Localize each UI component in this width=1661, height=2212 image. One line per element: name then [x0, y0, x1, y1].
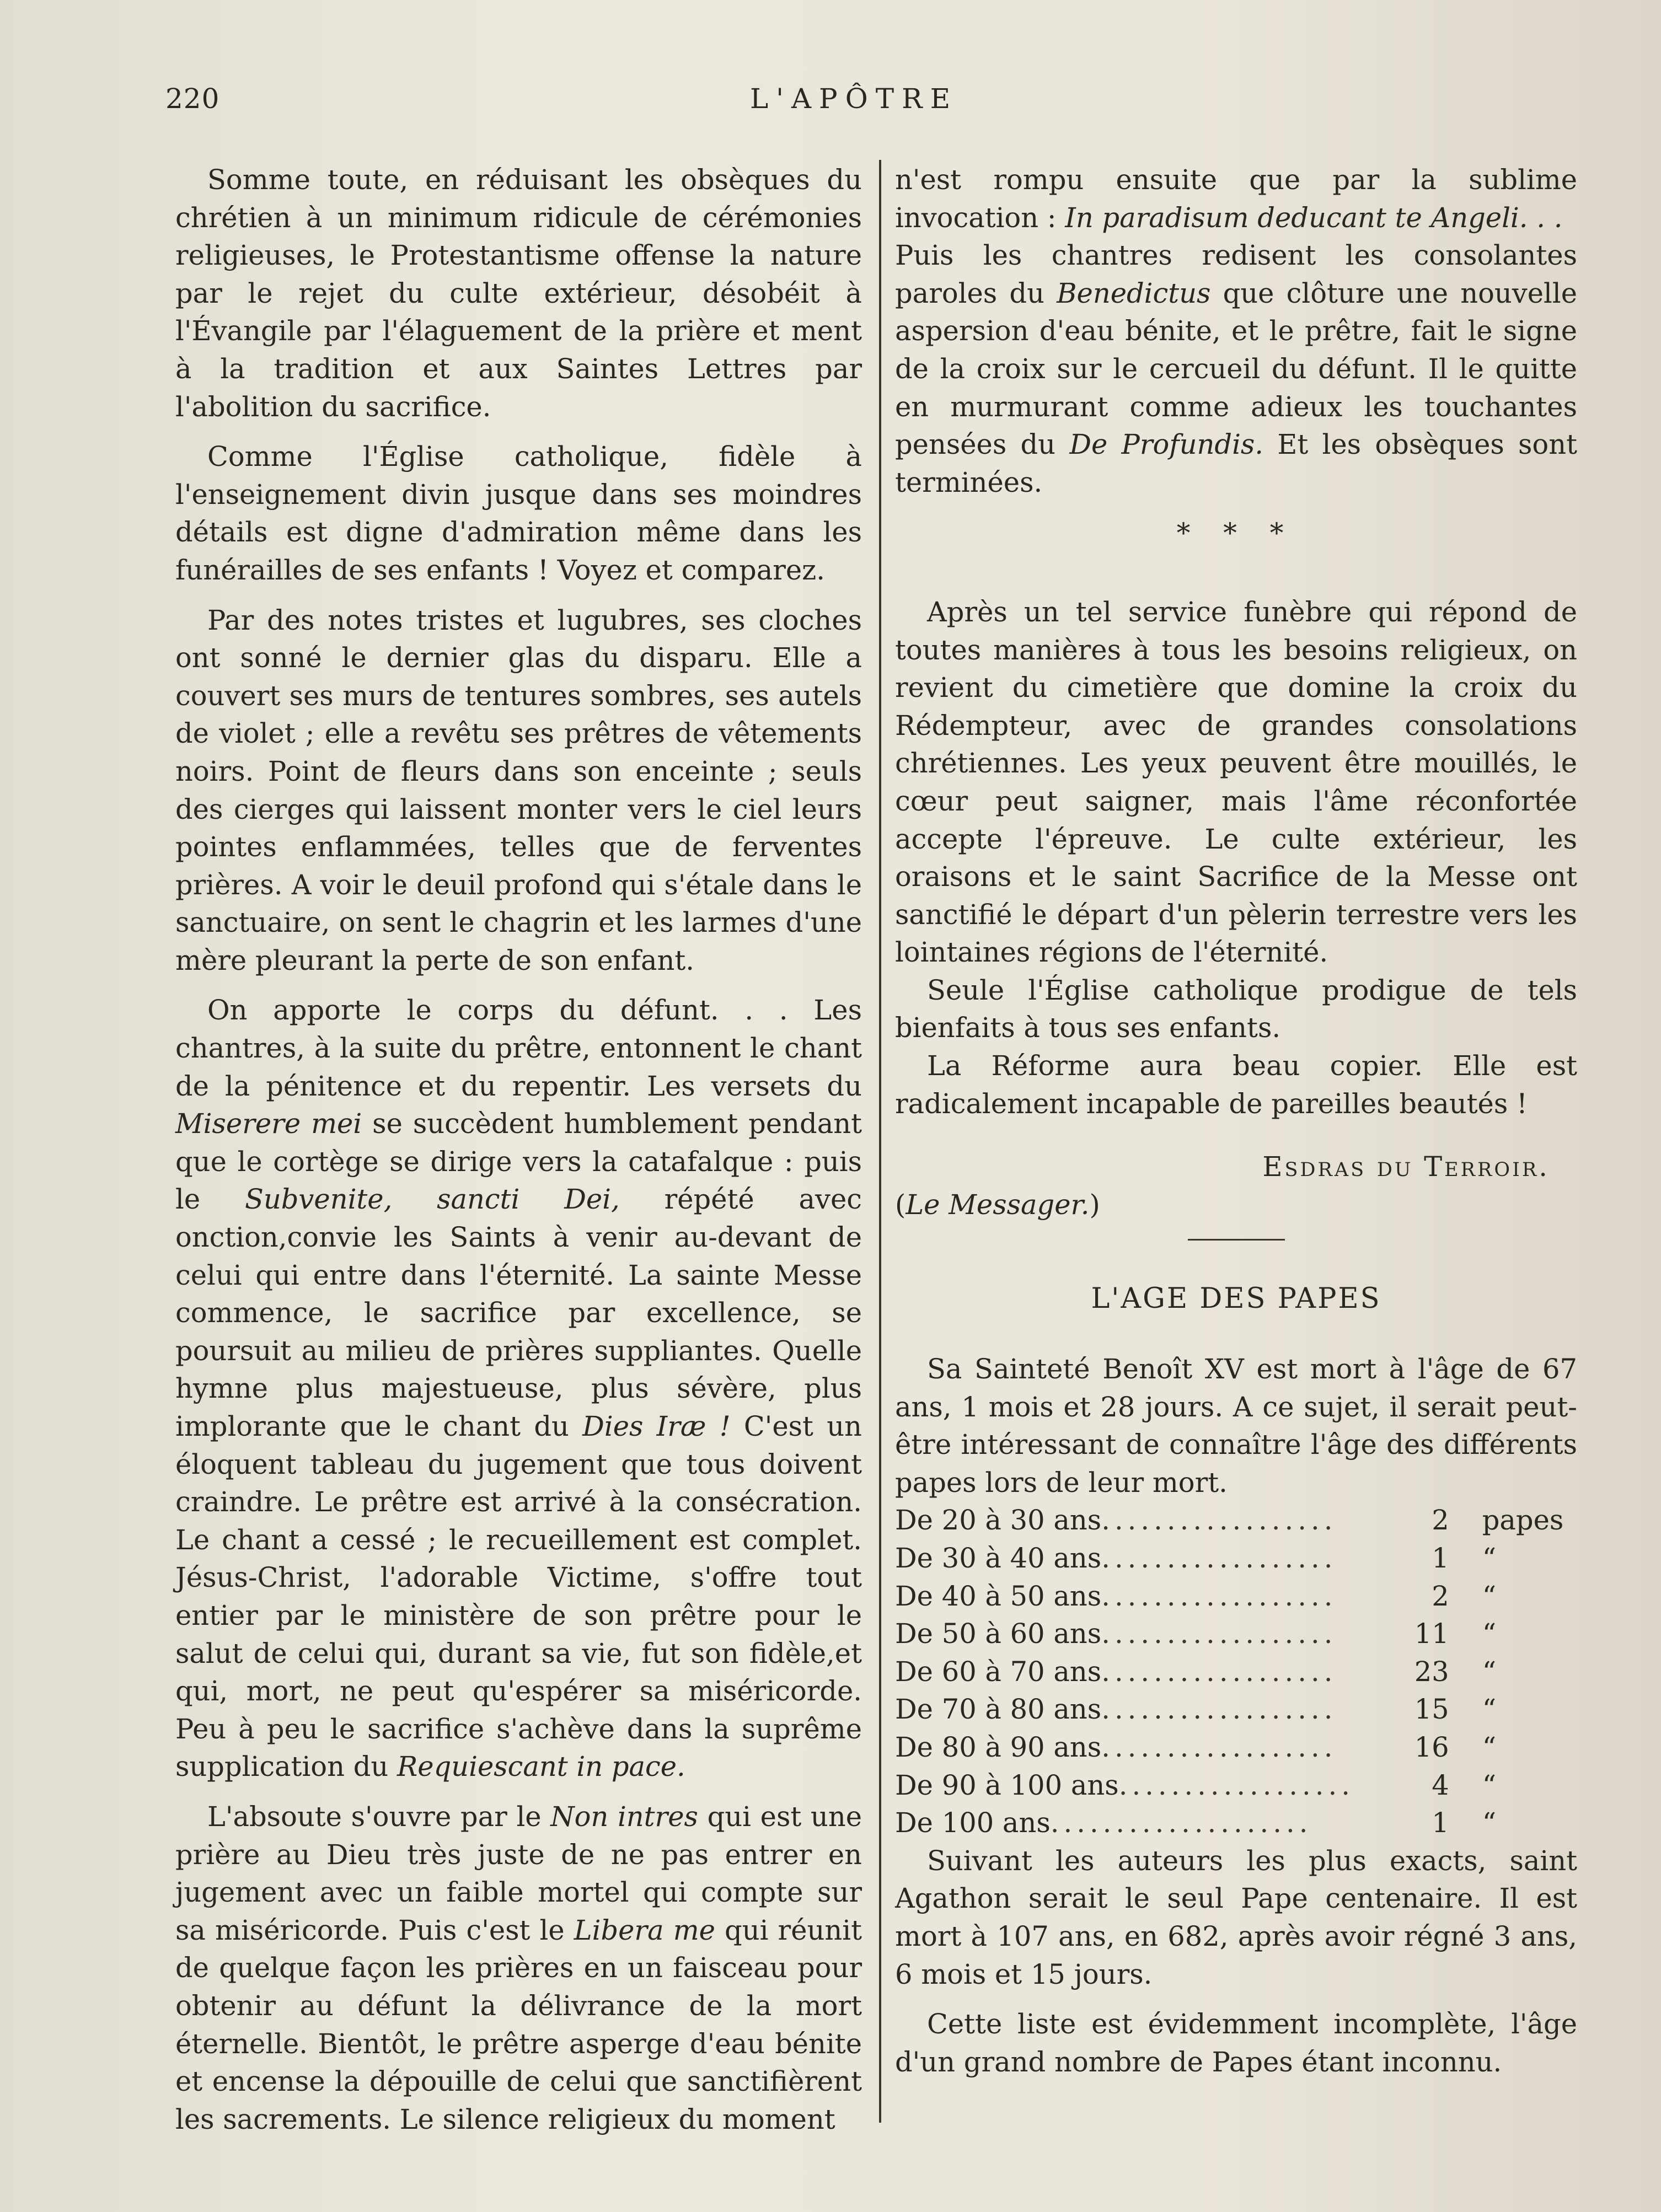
- pope-count: 1: [1432, 1807, 1449, 1839]
- age-range-cell: [895, 1728, 1413, 1767]
- table-row: [895, 1577, 1577, 1615]
- table-row: [895, 1615, 1577, 1653]
- paragraph: [895, 161, 1577, 237]
- dot-leader: ..................: [1101, 1655, 1337, 1688]
- text-run: n'est rompu ensuite que par la sublime invocation :: [895, 164, 1577, 234]
- latin-phrase: De Profundis.: [1069, 428, 1264, 461]
- text-run: L'absoute s'ouvre par le: [207, 1800, 551, 1833]
- text-run: C'est un éloquent tableau du jugement que tous doivent craindre. Le prêtre est arrivé à la consécration. Le chant a cessé ; le recueillement est complet. Jésus-Christ, l'adorable Victime, s'offre tout entier par le ministère de son prêtre pour le salut de celui qui, durant sa vie, fut son fidèle,et qui, mort, ne peut qu'espérer sa miséricorde. Peu à peu le sacrifice s'achève dans la suprême supplication du: [175, 1410, 862, 1783]
- pope-count: 11: [1414, 1618, 1449, 1650]
- text-run: se succèdent humblement pendant que le cortège se dirige vers la catafalque : puis le: [175, 1108, 862, 1216]
- count-unit: “: [1482, 1655, 1496, 1688]
- latin-phrase: Miserere mei: [175, 1108, 362, 1140]
- text-run: que clôture une nouvelle aspersion d'eau bénite, et le prêtre, fait le signe de la croix sur le cercueil du défunt. Il le quitte en murmurant comme adieux les touchantes pensées du: [895, 277, 1577, 461]
- pope-count: 16: [1414, 1731, 1449, 1763]
- pope-count: 2: [1432, 1504, 1449, 1537]
- pope-count: 1: [1432, 1542, 1449, 1574]
- age-range-cell: [895, 1767, 1413, 1805]
- dot-leader: ..................: [1101, 1731, 1337, 1763]
- section-title: L'AGE DES PAPES: [1091, 1282, 1381, 1316]
- source-citation: [895, 1186, 1577, 1224]
- age-range: De 50 à 60 ans: [895, 1618, 1102, 1650]
- left-column: [175, 161, 862, 2138]
- latin-phrase: In paradisum deducant te Angeli. . .: [1065, 201, 1563, 234]
- age-range-cell: [895, 1653, 1413, 1691]
- dot-leader: ..................: [1101, 1542, 1337, 1574]
- paragraph: [895, 237, 1577, 501]
- table-row: [895, 1728, 1577, 1767]
- age-range: De 80 à 90 ans: [895, 1731, 1102, 1763]
- age-range: De 20 à 30 ans: [895, 1504, 1102, 1537]
- latin-phrase: Libera me: [574, 1914, 715, 1946]
- age-range-cell: [895, 1804, 1413, 1842]
- count-unit: “: [1482, 1580, 1496, 1612]
- age-range: De 70 à 80 ans: [895, 1693, 1102, 1726]
- text-run: qui est une prière au Dieu très juste de ne pas entrer en jugement avec un faible mortel qui compte sur sa miséricorde. Puis c'est le: [175, 1800, 862, 1946]
- pope-count: 15: [1414, 1693, 1449, 1726]
- age-range-cell: [895, 1615, 1413, 1653]
- paragraph: Seule l'Église catholique prodigue de tels bienfaits à tous ses enfants.: [895, 974, 1577, 1044]
- count-unit: papes: [1482, 1504, 1564, 1537]
- age-range: De 100 ans: [895, 1807, 1051, 1839]
- paragraph: [175, 1798, 862, 2138]
- text-run: Et les obsèques sont terminées.: [895, 428, 1577, 498]
- latin-phrase: Requiescant in pace.: [397, 1751, 685, 1783]
- dot-leader: ....................: [1050, 1807, 1312, 1839]
- age-range: De 60 à 70 ans: [895, 1655, 1102, 1688]
- age-range: De 40 à 50 ans: [895, 1580, 1102, 1612]
- table-row: [895, 1767, 1577, 1805]
- dot-leader: ..................: [1118, 1769, 1354, 1801]
- pope-count: 2: [1432, 1580, 1449, 1612]
- running-title: L'APÔTRE: [750, 83, 958, 115]
- count-unit: “: [1482, 1542, 1496, 1574]
- section-divider: [1188, 1239, 1285, 1241]
- paragraph: Comme l'Église catholique, fidèle à l'enseignement divin jusque dans ses moindres détails est digne d'admiration même dans les funérailles de ses enfants ! Voyez et comparez.: [175, 441, 862, 586]
- right-column: [895, 161, 1577, 2081]
- dot-leader: ..................: [1101, 1693, 1337, 1726]
- source-title: Le Messager.: [905, 1188, 1090, 1221]
- paragraph: La Réforme aura beau copier. Elle est radicalement incapable de pareilles beautés !: [895, 1050, 1577, 1120]
- paragraph: Somme toute, en réduisant les obsèques du chrétien à un minimum ridicule de cérémonies religieuses, le Protestantisme offense la nature par le rejet du culte extérieur, désobéit à l'Évangile par l'élaguement de la prière et ment à la tradition et aux Saintes Lettres par l'abolition du sacrifice.: [175, 164, 862, 423]
- latin-phrase: Subvenite, sancti Dei,: [244, 1183, 620, 1216]
- count-unit: “: [1482, 1693, 1496, 1726]
- pope-count: 4: [1432, 1769, 1449, 1801]
- text-run: Puis les chantres redisent les consolantes paroles du: [895, 239, 1577, 309]
- count-unit: “: [1482, 1618, 1496, 1650]
- table-row: [895, 1501, 1577, 1539]
- latin-phrase: Dies Iræ !: [582, 1410, 731, 1442]
- paragraph: Sa Sainteté Benoît XV est mort à l'âge de 67 ans, 1 mois et 28 jours. A ce sujet, il serait peut-être intéressant de connaître l'âge des différents papes lors de leur mort.: [895, 1353, 1577, 1499]
- dot-leader: ..................: [1101, 1618, 1337, 1650]
- count-unit: “: [1482, 1769, 1496, 1801]
- pope-count: 23: [1414, 1655, 1449, 1688]
- age-range-cell: [895, 1539, 1413, 1577]
- column-divider: [879, 160, 881, 2123]
- paragraph: Cette liste est évidemment incomplète, l'âge d'un grand nombre de Papes étant inconnu.: [895, 2008, 1577, 2078]
- age-range-cell: [895, 1577, 1413, 1615]
- source-paren: ): [1089, 1188, 1100, 1221]
- table-row: [895, 1690, 1577, 1728]
- paragraph: Après un tel service funèbre qui répond de toutes manières à tous les besoins religieux, on revient du cimetière que domine la croix du Rédempteur, avec de grandes consolations chrétiennes. Les yeux peuvent être mouillés, le cœur peut saigner, mais l'âme réconfortée accepte l'épreuve. Le culte extérieur, les oraisons et le saint Sacrifice de la Messe ont sanctifié le départ d'un pèlerin terrestre vers les lointaines régions de l'éternité.: [895, 595, 1577, 969]
- age-range: De 90 à 100 ans: [895, 1769, 1119, 1801]
- paragraph: Par des notes tristes et lugubres, ses cloches ont sonné le dernier glas du disparu. Elle a couvert ses murs de tentures sombres, ses autels de violet ; elle a revêtu ses prêtres de vêtements noirs. Point de fleurs dans son enceinte ; seuls des cierges qui laissent monter vers le ciel leurs pointes enflammées, telles que de ferventes prières. A voir le deuil profond qui s'étale dans le sanctuaire, on sent le chagrin et les larmes d'une mère pleurant la perte de son enfant.: [175, 604, 862, 976]
- paragraph: Suivant les auteurs les plus exacts, saint Agathon serait le seul Pape centenaire. Il est mort à 107 ans, en 682, après avoir régné 3 ans, 6 mois et 15 jours.: [895, 1844, 1577, 1990]
- count-unit: “: [1482, 1731, 1496, 1763]
- text-run: répété avec onction,convie les Saints à venir au-devant de celui qui entre dans l'éternité. La sainte Messe commence, le sacrifice par excellence, se poursuit au milieu de prières suppliantes. Quelle hymne plus majestueuse, plus sévère, plus implorante que le chant du: [175, 1183, 862, 1442]
- dot-leader: ..................: [1101, 1504, 1337, 1537]
- count-unit: “: [1482, 1807, 1496, 1839]
- source-paren: (: [895, 1188, 906, 1221]
- age-table: [895, 1501, 1577, 1841]
- latin-phrase: Benedictus: [1057, 277, 1211, 309]
- age-range: De 30 à 40 ans: [895, 1542, 1102, 1574]
- paragraph: [175, 991, 862, 1785]
- dot-leader: ..................: [1101, 1580, 1337, 1612]
- age-range-cell: [895, 1690, 1413, 1728]
- latin-phrase: Non intres: [550, 1800, 698, 1833]
- text-run: On apporte le corps du défunt. . . Les chantres, à la suite du prêtre, entonnent le chant de la pénitence et du repentir. Les versets du: [175, 994, 862, 1102]
- text-run: qui réunit de quelque façon les prières en un faisceau pour obtenir au défunt la délivrance de la mort éternelle. Bientôt, le prêtre asperge d'eau bénite et encense la dépouille de celui que sanctifièrent les sacrements. Le silence religieux du moment: [175, 1914, 862, 2135]
- table-row: [895, 1653, 1577, 1691]
- table-row: [895, 1804, 1577, 1842]
- page-number: 220: [165, 83, 220, 115]
- age-range-cell: [895, 1501, 1413, 1539]
- table-row: [895, 1539, 1577, 1577]
- page-header: [165, 83, 1544, 132]
- author-signature: Esdras du Terroir.: [1262, 1151, 1550, 1183]
- section-break-stars: * * *: [1176, 517, 1296, 550]
